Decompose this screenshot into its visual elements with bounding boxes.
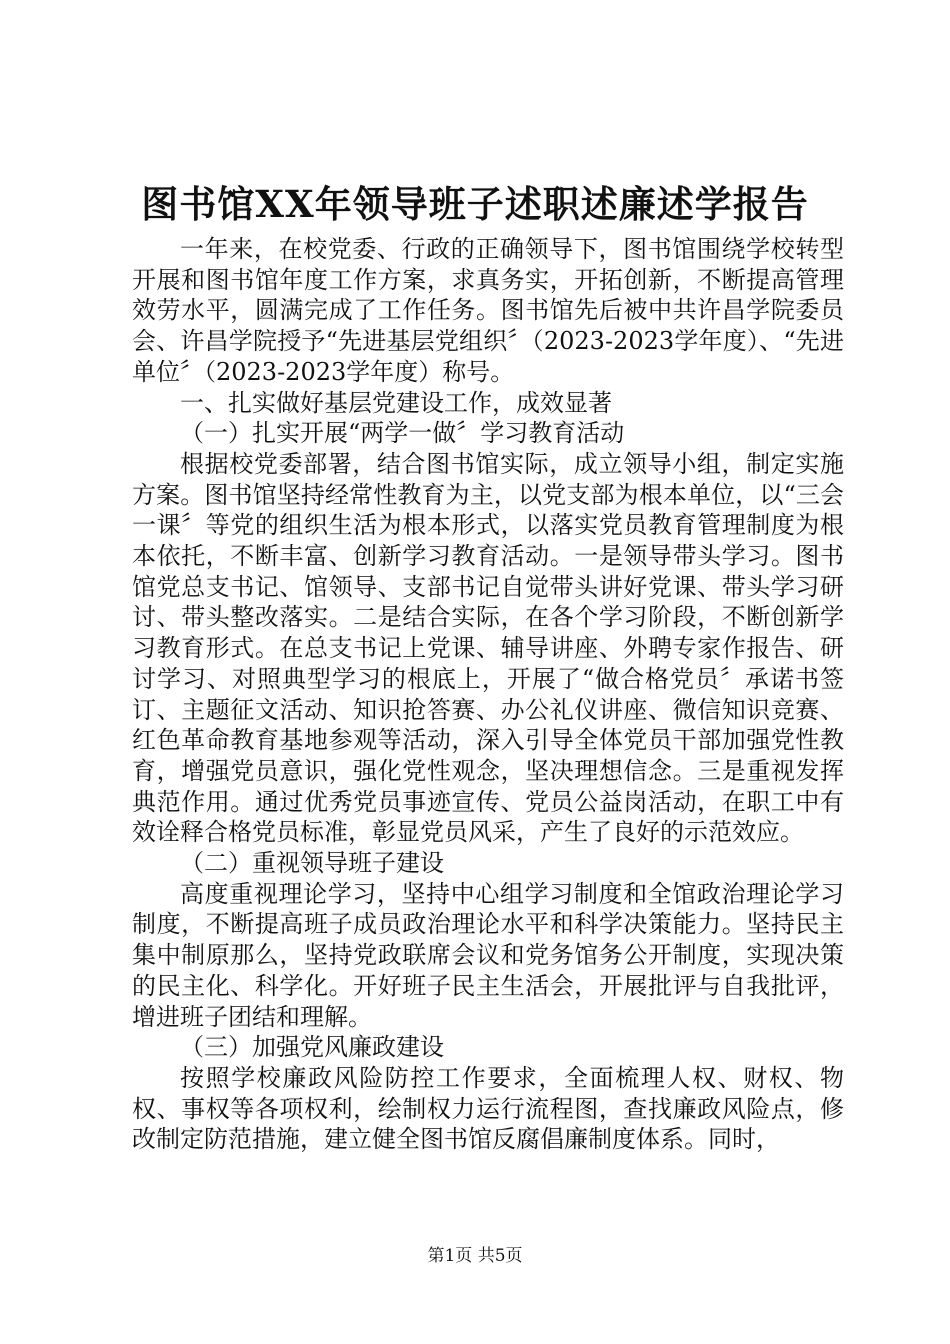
paragraph-study-activities: 根据校党委部署，结合图书馆实际，成立领导小组，制定实施方案。图书馆坚持经常性教育为主，以党支部为根本单位，以“三会一课〞等党的组织生活为根本形式，以落实党员教育管理制度为根本依托，不断丰富、创新学习教育活动。一是领导带头学习。图书馆党总支书记、馆领导、支部书记自觉带头讲好党课、带头学习研讨、带头整改落实。二是结合实际，在各个学习阶段，不断创新学习教育形式。在总支书记上党课、辅导讲座、外聘专家作报告、研讨学习、对照典型学习的根底上，开展了“做合格党员〞承诺书签订、主题征文活动、知识抢答赛、办公礼仪讲座、微信知识竞赛、红色革命教育基地参观等活动，深入引导全体党员干部加强党性教育，增强党员意识，强化党性观念，坚决理想信念。三是重视发挥典范作用。通过优秀党员事迹宣传、党员公益岗活动，在职工中有效诠释合格党员标准，彰显党员风采，产生了良好的示范效应。	[132, 449, 844, 847]
paragraph-leadership: 高度重视理论学习，坚持中心组学习制度和全馆政治理论学习制度，不断提高班子成员政治理论水平和科学决策能力。坚持民主集中制原那么，坚持党政联席会议和党务馆务公开制度，实现决策的民主化、科学化。开好班子民主生活会，开展批评与自我批评，增进班子团结和理解。	[132, 879, 844, 1031]
section-heading-1: 一、扎实做好基层党建设工作，成效显著	[180, 388, 612, 417]
document-body	[132, 234, 844, 1155]
paragraph-intro: 一年来，在校党委、行政的正确领导下，图书馆围绕学校转型开展和图书馆年度工作方案，求真务实，开拓创新，不断提高管理效劳水平，圆满完成了工作任务。图书馆先后被中共许昌学院委员会、许昌学院授予“先进基层党组织〞（2023-2023学年度）、“先进单位〞（2023-2023学年度）称号。	[132, 235, 844, 386]
subsection-heading-2: （二）重视领导班子建设	[180, 849, 444, 878]
subsection-heading-1: （一）扎实开展“两学一做〞学习教育活动	[180, 419, 625, 448]
page-number: 第1页 共5页	[427, 1246, 523, 1266]
paragraph-integrity: 按照学校廉政风险防控工作要求，全面梳理人权、财权、物权、事权等各项权利，绘制权力运行流程图，查找廉政风险点，修改制定防范措施，建立健全图书馆反腐倡廉制度体系。同时，	[132, 1063, 844, 1154]
document-title: 图书馆XX年领导班子述职述廉述学报告	[141, 182, 809, 226]
subsection-heading-3: （三）加强党风廉政建设	[180, 1033, 444, 1062]
